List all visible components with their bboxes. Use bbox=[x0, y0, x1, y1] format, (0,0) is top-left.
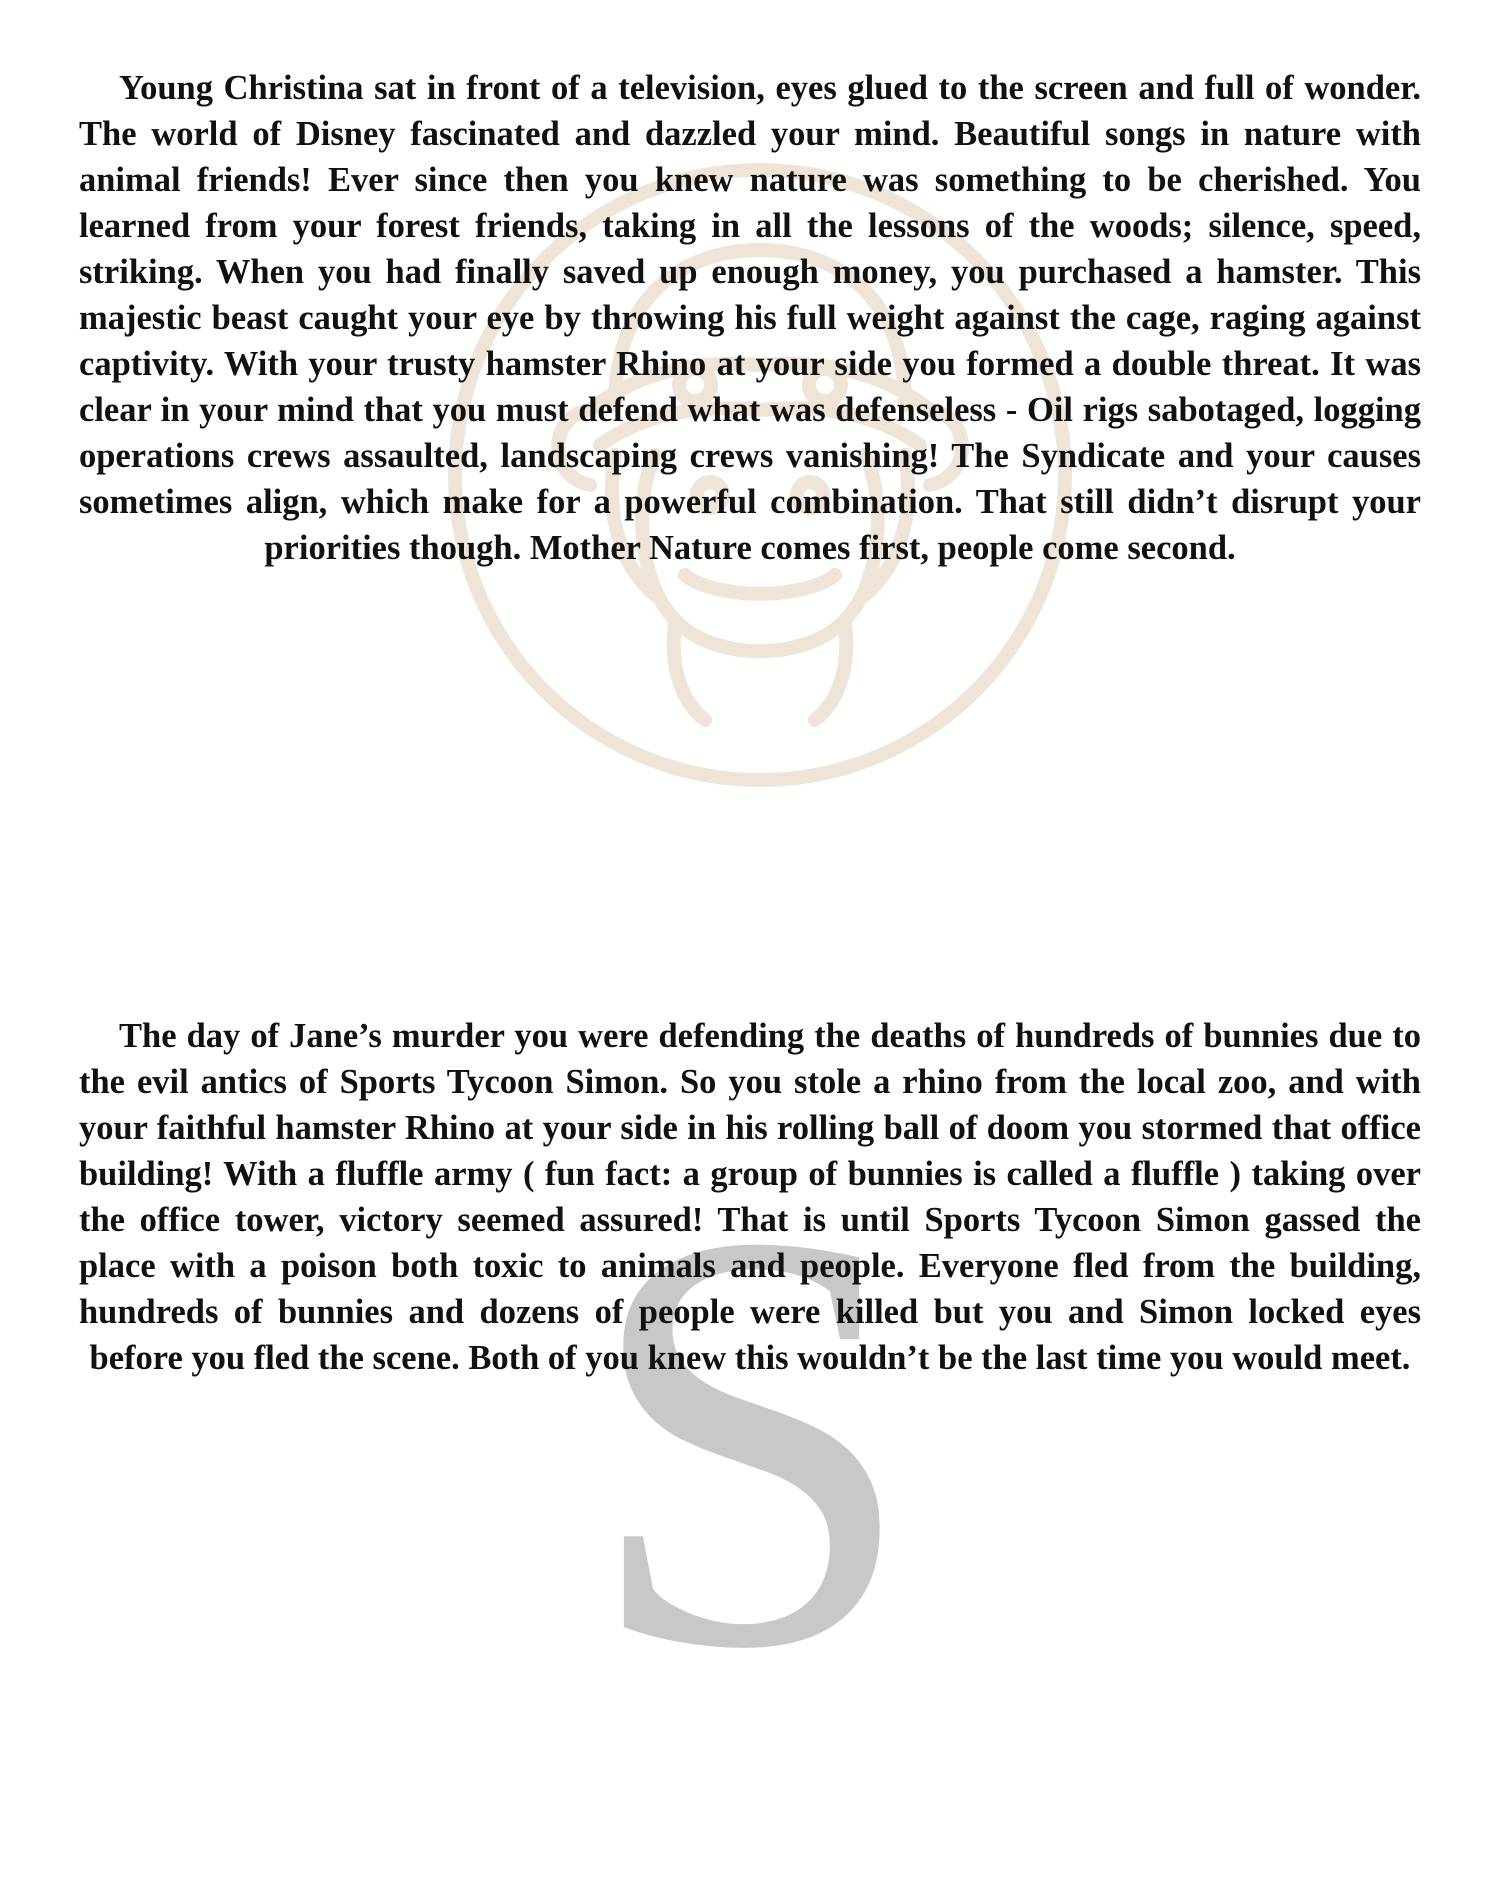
letter-watermark-glyph: S bbox=[583, 1107, 917, 1772]
paragraph-backstory: Young Christina sat in front of a television, eyes glued to the screen and full of wonder. The world of Disney fascinated and dazzled your mind. Beautiful songs in nature with animal friends! Ever since then you knew nature was something to be cherished. You learned from your forest friends, taking in all the lessons of the woods; silence, speed, striking. When you had finally saved up enough money, you purchased a hamster. This majestic beast caught your eye by throwing his full weight against the cage, raging against captivity. With your trusty hamster Rhino at your side you formed a double threat. It was clear in your mind that you must defend what was defenseless - Oil rigs sabotaged, logging operations crews assaulted, landscaping crews vanishing! The Syndicate and your causes sometimes align, which make for a powerful combination. That still didn’t disrupt your priorities though. Mother Nature comes first, people come second. bbox=[79, 69, 1421, 567]
paragraph-murder-day: The day of Jane’s murder you were defending the deaths of hundreds of bunnies due to the evil antics of Sports Tycoon Simon. So you stole a rhino from the local zoo, and with your faithful hamster Rhino at your side in his rolling ball of doom you stormed that office building! With a fluffle army ( fun fact: a group of bunnies is called a fluffle ) taking over the office tower, victory seemed assured! That is until Sports Tycoon Simon gassed the place with a poison both toxic to animals and people. Everyone fled from the building, hundreds of bunnies and dozens of people were killed but you and Simon locked eyes before you fled the scene. Both of you knew this wouldn’t be the last time you would meet. bbox=[79, 1017, 1421, 1377]
